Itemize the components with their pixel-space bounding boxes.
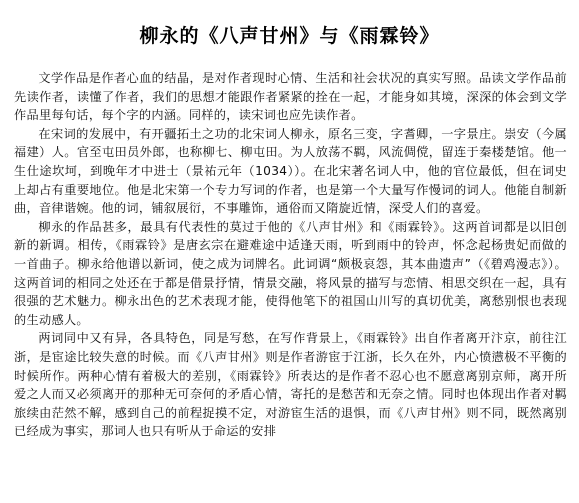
paragraph-comparison: 两词同中又有异，各具特色，同是写愁，在写作背景上，《雨霖铃》出自作者离开汴京，前往江浙，是宦途比较失意的时候。而《八声甘州》则是作者游宦于江浙，长久在外，内心愤懑极不平衡的时候所作。两种心情有着极大的差别，《雨霖铃》所表达的是作者不忍心也不愿意离别京师，离开所爱之人而又必须离开的那种无可奈何的矛盾心情，寄托的是愁苦和无奈之情。同时也体现出作者对羁旅续由茫然不解，感到自己的前程捉摸不定，对游宦生活的退惧，而《八声甘州》则不同，既然离别已经成为事实，那词人也只有听从于命运的安排 bbox=[14, 331, 567, 439]
paragraph-works: 柳永的作品甚多，最具有代表性的莫过于他的《八声甘州》和《雨霖铃》。这两首词都是以旧创新的新调。相传，《雨霖铃》是唐玄宗在避难途中适逢天雨，听到雨中的铃声，怀念起杨贵妃而做的一首曲子。柳永给他谱以新词，使之成为词牌名。此词调“颇极哀怨，其本曲遗声”（《碧鸡漫志》）。这两首词的相同之处还在于都是借景抒情，情景交融，将风景的描写与恋情、相思交织在一起，具有很强的艺术魅力。柳永出色的艺术表现才能，使得他笔下的祖国山川写的真切优美，离愁别恨也表现的生动感人。 bbox=[14, 219, 567, 327]
page-title: 柳永的《八声甘州》与《雨霖铃》 bbox=[139, 24, 440, 47]
article-body bbox=[14, 69, 567, 441]
paragraph-author-bio: 在宋词的发展中，有开疆拓土之功的北宋词人柳永，原名三变，字耆卿，一字景庄。崇安（今属福建）人。官至屯田员外郎，也称柳七、柳屯田。为人放荡不羁，风流倜傥，留连于秦楼楚馆。他一生仕途坎坷，到晚年才中进士（景祐元年（1034））。在北宋著名词人中，他的官位最低，但在词史上却占有重要地位。他是北宋第一个专力写词的作者，也是第一个大量写作慢词的词人。他能自制新曲，音律谐婉。他的词，铺叙展衍，不事雕饰，通俗而又隋旋近情，深受人们的喜爱。 bbox=[14, 126, 567, 216]
paragraph-intro: 文学作品是作者心血的结晶，是对作者现时心情、生活和社会状况的真实写照。品读文学作品前先读作者，读懂了作者，我们的思想才能跟作者紧紧的拴在一起，才能身如其境，深深的体会到文学作品里每句话，每个字的内涵。同样的，读宋词也应先读作者。 bbox=[14, 71, 567, 123]
